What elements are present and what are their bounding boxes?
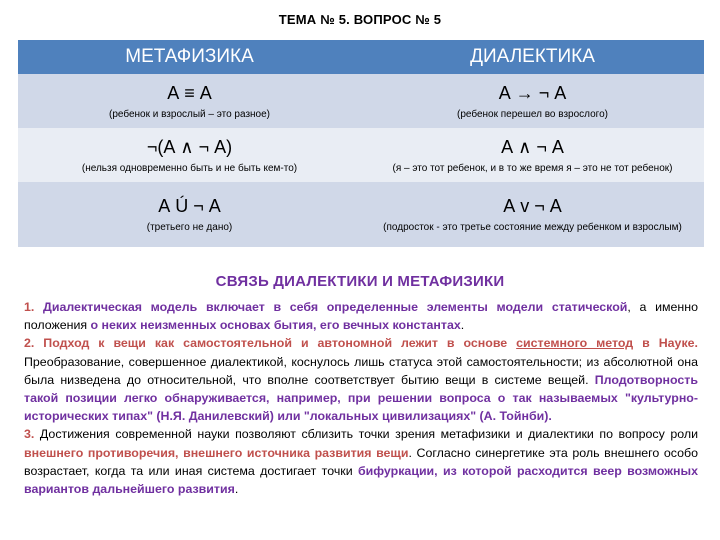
table-row: [18, 74, 704, 128]
section-title: СВЯЗЬ ДИАЛЕКТИКИ И МЕТАФИЗИКИ: [215, 273, 505, 290]
text-run: в Науке.: [633, 336, 698, 351]
table-cell-dialectics: [361, 74, 704, 128]
text-run: Плодотворность такой позиции легко обнаруживается, например, при решении вопроса о так называемых "культурно-исторических типах" (Н.Я. Данилевский) или "локальных цивилизациях" (А. Тойнби).: [24, 372, 698, 424]
paragraph-1: [24, 298, 698, 334]
text-run: , а именно положения: [24, 300, 698, 333]
text-run: Подход к вещи как самостоятельной и автономной лежит в основе: [34, 336, 517, 351]
table-row: [18, 128, 704, 182]
formula: А → ¬ А: [498, 82, 567, 103]
column-header-metaphysics: МЕТАФИЗИКА: [18, 40, 361, 74]
formula: А ≡ А: [167, 82, 212, 103]
text-run: Преобразование, совершенное диалектикой, коснулось лишь статуса этой самостоятельности; из абсолютной она была низведена до относительной, что вполне соответствует бытию вещи в системе вещей.: [24, 354, 698, 387]
paragraph-2: [24, 334, 698, 425]
text-run: Достижения современной науки позволяют сблизить точки зрения метафизики и диалектики по вопросу роли: [34, 427, 698, 442]
formula: А v ¬ А: [503, 196, 562, 216]
formula-note: (ребенок и взрослый – это разное): [108, 108, 270, 120]
paragraph-3: [24, 425, 698, 498]
table-cell-dialectics: [361, 128, 704, 182]
table-cell-metaphysics: [18, 128, 361, 182]
body-text: [24, 298, 698, 498]
formula-note: (подросток - это третье состояние между ребенком и взрослым): [383, 222, 682, 233]
page-title: ТЕМА № 5. ВОПРОС № 5: [278, 12, 442, 27]
table-cell-metaphysics: [18, 74, 361, 128]
formula-note: (я – это тот ребенок, и в то же время я – это не тот ребенок): [392, 162, 673, 174]
formula: А ∧ ¬ А: [501, 136, 564, 157]
paragraph-number: 1.: [24, 300, 35, 314]
text-run: о неких неизменных основах бытия, его вечных константах: [90, 318, 461, 333]
formula-note: (третьего не дано): [146, 222, 233, 233]
table-cell-dialectics: [361, 182, 704, 247]
comparison-table: [18, 40, 704, 247]
text-run: бифуркации, из которой расходится веер возможных вариантов дальнейшего развития: [24, 463, 698, 497]
text-run: Диалектическая модель включает в себя определенные элементы модели статической: [34, 300, 628, 314]
formula: А Ú ¬ А: [158, 196, 221, 216]
text-run: внешнего противоречия, внешнего источника развития вещи: [24, 445, 409, 460]
text-run: . Согласно синергетике эта роль внешнего особо возрастает, когда та или иная система достигает точки: [24, 445, 698, 478]
formula: ¬(А ∧ ¬ А): [146, 136, 233, 157]
text-run: .: [234, 482, 239, 497]
formula-note: (ребенок перешел во взрослого): [457, 108, 608, 120]
paragraph-number: 3.: [24, 427, 35, 442]
formula-note: (нельзя одновременно быть и не быть кем-то): [81, 162, 298, 174]
text-run: системного метод: [516, 336, 634, 351]
text-run: .: [460, 318, 465, 333]
table-cell-metaphysics: [18, 182, 361, 247]
paragraph-number: 2.: [24, 336, 35, 351]
table-header-row: [18, 40, 704, 74]
column-header-dialectics: ДИАЛЕКТИКА: [361, 40, 704, 74]
table-row: [18, 182, 704, 247]
